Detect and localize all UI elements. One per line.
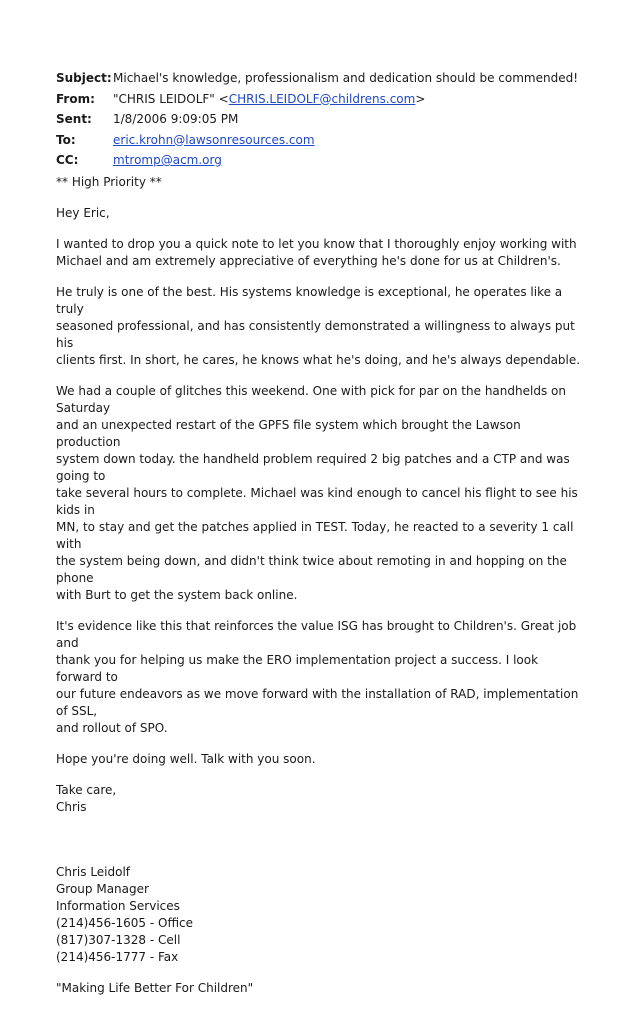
sent-value: 1/8/2006 9:09:05 PM	[113, 112, 239, 126]
signature-name: Chris Leidolf	[56, 865, 131, 879]
from-row	[56, 89, 584, 110]
subject-label: Subject:	[56, 71, 112, 85]
signature-title: Group Manager	[56, 882, 149, 896]
paragraph-4	[56, 618, 586, 737]
subject-row	[56, 68, 584, 89]
cc-email-link[interactable]: mtromp@acm.org	[113, 153, 222, 167]
text-line: I wanted to drop you a quick note to let you know that I thoroughly enjoy working with	[56, 237, 577, 251]
closing-line: Take care,	[56, 783, 117, 797]
text-line: with Burt to get the system back online.	[56, 588, 298, 602]
text-line: We had a couple of glitches this weekend. One with pick for par on the handhelds on Saturday	[56, 384, 566, 415]
cc-label: CC:	[56, 153, 79, 167]
to-email-link[interactable]: eric.krohn@lawsonresources.com	[113, 132, 315, 147]
text-line: and an unexpected restart of the GPFS file system which brought the Lawson production	[56, 418, 521, 449]
closing-name: Chris	[56, 800, 87, 814]
paragraph-2	[56, 284, 586, 369]
text-line: It's evidence like this that reinforces the value ISG has brought to Children's. Great job and	[56, 619, 577, 650]
signature-tagline: "Making Life Better For Children"	[56, 981, 254, 995]
text-line: MN, to stay and get the patches applied in TEST. Today, he reacted to a severity 1 call with	[56, 520, 574, 551]
text-line: our future endeavors as we move forward with the installation of RAD, implementation of SSL,	[56, 687, 579, 718]
email-header	[56, 68, 584, 171]
from-close: >	[415, 91, 426, 106]
signature-cell-phone: (817)307-1328 - Cell	[56, 933, 181, 947]
text-line: thank you for helping us make the ERO implementation project a success. I look forward to	[56, 653, 539, 684]
closing	[56, 782, 586, 816]
cc-row	[56, 150, 584, 171]
sent-label: Sent:	[56, 112, 92, 126]
text-line: He truly is one of the best. His systems knowledge is exceptional, he operates like a truly	[56, 285, 563, 316]
paragraph-3	[56, 383, 586, 604]
from-label: From:	[56, 91, 95, 106]
email-body	[56, 174, 586, 1011]
text-line: take several hours to complete. Michael was kind enough to cancel his flight to see his kids in	[56, 486, 578, 517]
to-label: To:	[56, 132, 76, 147]
to-row	[56, 130, 584, 151]
paragraph-5: Hope you're doing well. Talk with you soon.	[56, 752, 316, 766]
signature-dept: Information Services	[56, 899, 180, 913]
from-email-link[interactable]: CHRIS.LEIDOLF@childrens.com	[228, 91, 416, 106]
priority-line: ** High Priority **	[56, 175, 162, 189]
from-value	[113, 89, 425, 110]
subject-value: Michael's knowledge, professionalism and dedication should be commended!	[113, 71, 579, 85]
text-line: and rollout of SPO.	[56, 721, 168, 735]
signature-office-phone: (214)456-1605 - Office	[56, 916, 194, 930]
paragraph-1	[56, 236, 586, 270]
text-line: seasoned professional, and has consistently demonstrated a willingness to always put his	[56, 319, 575, 350]
greeting: Hey Eric,	[56, 206, 110, 220]
text-line: system down today. the handheld problem required 2 big patches and a CTP and was going to	[56, 452, 570, 483]
from-name: "CHRIS LEIDOLF" <	[113, 91, 229, 106]
text-line: Michael and am extremely appreciative of everything he's done for us at Children's.	[56, 254, 561, 268]
text-line: the system being down, and didn't think twice about remoting in and hopping on the phone	[56, 554, 567, 585]
sent-row	[56, 109, 584, 130]
signature-block	[56, 864, 586, 966]
signature-fax: (214)456-1777 - Fax	[56, 950, 179, 964]
text-line: clients first. In short, he cares, he knows what he's doing, and he's always dependable.	[56, 353, 581, 367]
